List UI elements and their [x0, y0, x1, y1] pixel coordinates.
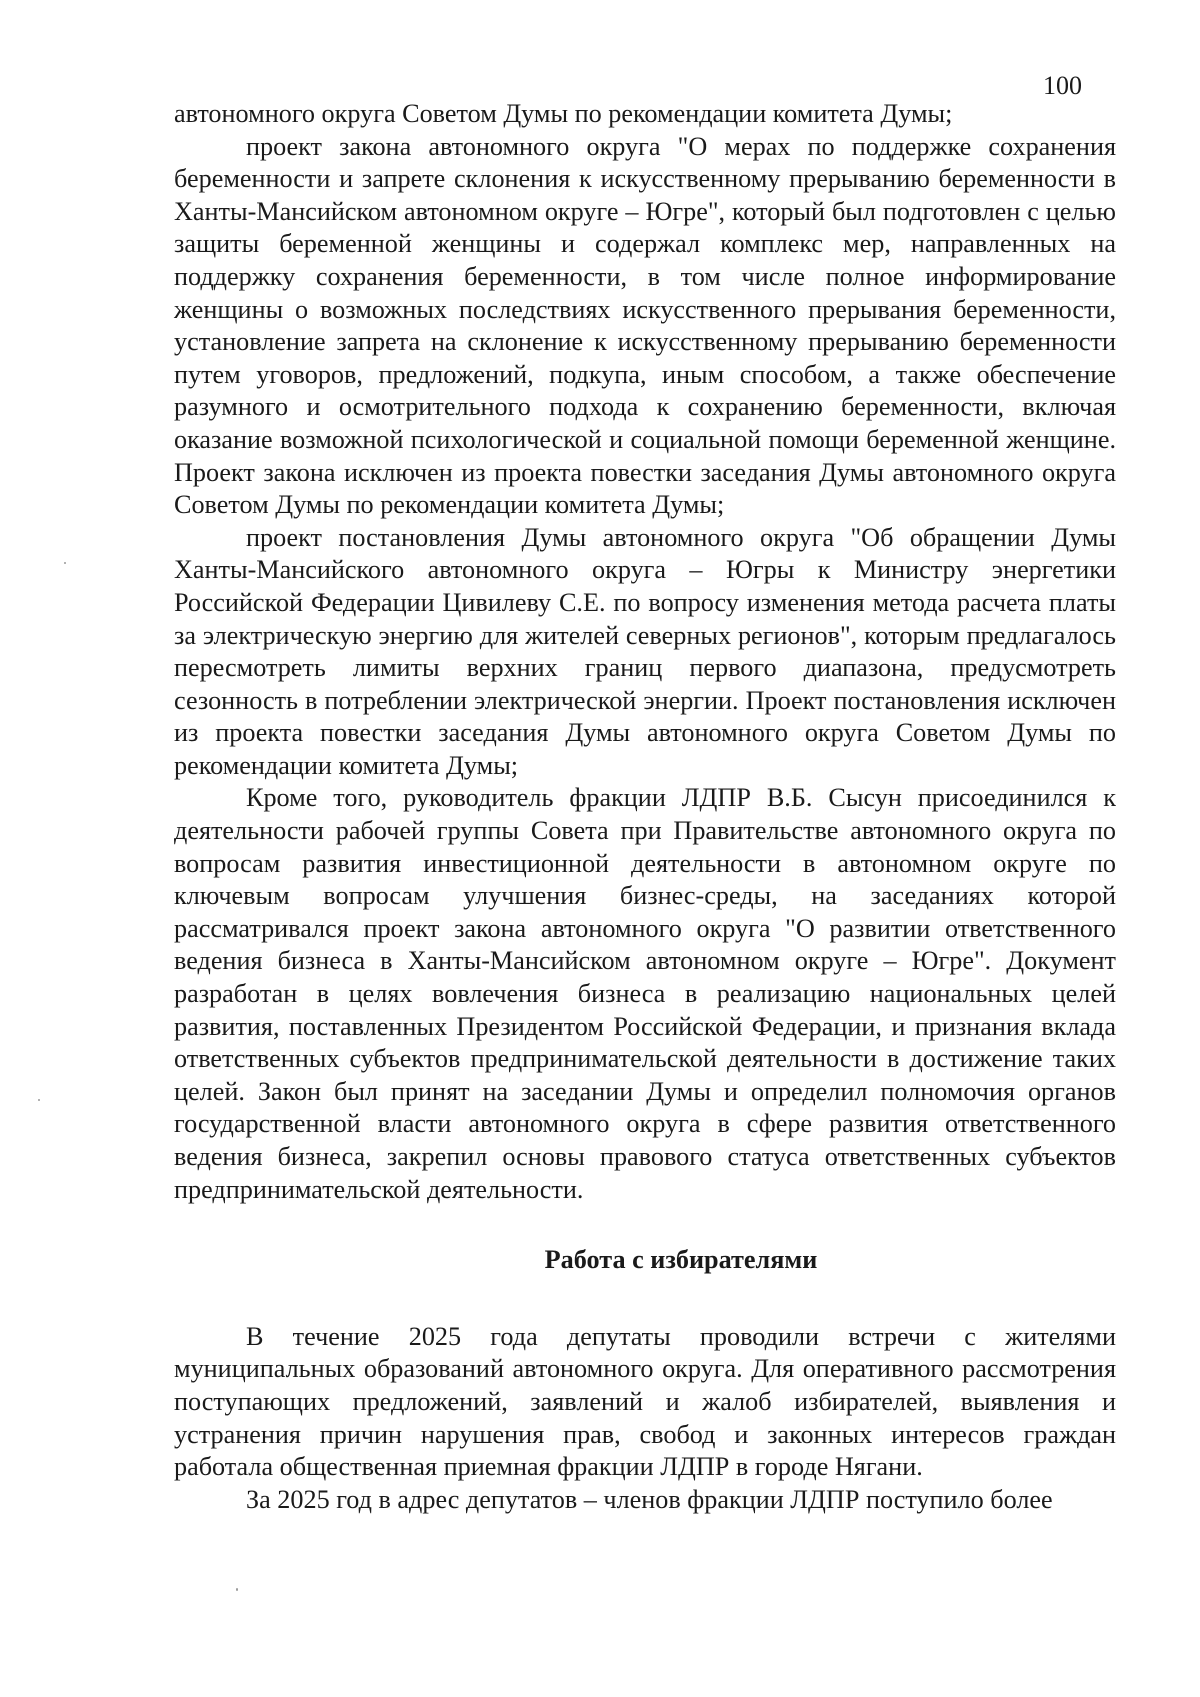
scan-artifact-dot — [38, 1099, 40, 1101]
paragraph-pregnancy-law: проект закона автономного округа "О мерах по поддержке сохранения беременности и запрете склонения к искусственному прерыванию беременности в Ханты-Мансийском автономном округе – Югре", который был подготовлен с целью защиты беременной женщины и содержал комплекс мер, направленных на поддержку сохранения беременности, в том числе полное информирование женщины о возможных последствиях искусственного прерывания беременности, установление запрета на склонение к искусственному прерыванию беременности путем уговоров, предложений, подкупа, иным способом, а также обеспечение разумного и осмотрительного подхода к сохранению беременности, включая оказание возможной психологической и социальной помощи беременной женщине. Проект закона исключен из проекта повестки заседания Думы автономного округа Советом Думы по рекомендации комитета Думы; — [174, 131, 1116, 520]
paragraph-responsible-business: Кроме того, руководитель фракции ЛДПР В.Б. Сысун присоединился к деятельности рабочей группы Совета при Правительстве автономного округа по вопросам развития инвестиционной деятельности в автономном округе по ключевым вопросам улучшения бизнес-среды, на заседаниях которой рассматривался проект закона автономного округа "О развитии ответственного ведения бизнеса в Ханты-Мансийском автономном округе – Югре". Документ разработан в целях вовлечения бизнеса в реализацию национальных целей развития, поставленных Президентом Российской Федерации, и признания вклада ответственных субъектов предпринимательской деятельности в достижение таких целей. Закон был принят на заседании Думы и определил полномочия органов государственной власти автономного округа в сфере развития ответственного ведения бизнеса, закрепил основы правового статуса ответственных субъектов предпринимательской деятельности. — [174, 783, 1116, 1204]
page-number: 100 — [1043, 71, 1082, 100]
paragraph-energy-resolution: проект постановления Думы автономного округа "Об обращении Думы Ханты-Мансийского автономного округа – Югры к Министру энергетики Российской Федерации Цивилеву С.Е. по вопросу изменения метода расчета платы за электрическую энергию для жителей северных регионов", которым предлагалось пересмотреть лимиты верхних границ первого диапазона, предусмотреть сезонность в потреблении электрической энергии. Проект постановления исключен из проекта повестки заседания Думы автономного округа Советом Думы по рекомендации комитета Думы; — [174, 522, 1116, 780]
document-body — [174, 98, 1116, 1516]
scan-artifact-dot — [236, 1588, 238, 1591]
scan-artifact-dot — [64, 562, 66, 564]
paragraph-appeals-count: За 2025 год в адрес депутатов – членов фракции ЛДПР поступило более — [246, 1484, 1053, 1514]
section-heading: Работа с избирателями — [544, 1245, 818, 1275]
paragraph-continuation: автономного округа Советом Думы по рекомендации комитета Думы; — [174, 99, 953, 128]
paragraph-voter-meetings: В течение 2025 года депутаты проводили встречи с жителями муниципальных образований автономного округа. Для оперативного рассмотрения поступающих предложений, заявлений и жалоб избирателей, выявления и устранения причин нарушения прав, свобод и законных интересов граждан работала общественная приемная фракции ЛДПР в городе Нягани. — [174, 1321, 1116, 1482]
